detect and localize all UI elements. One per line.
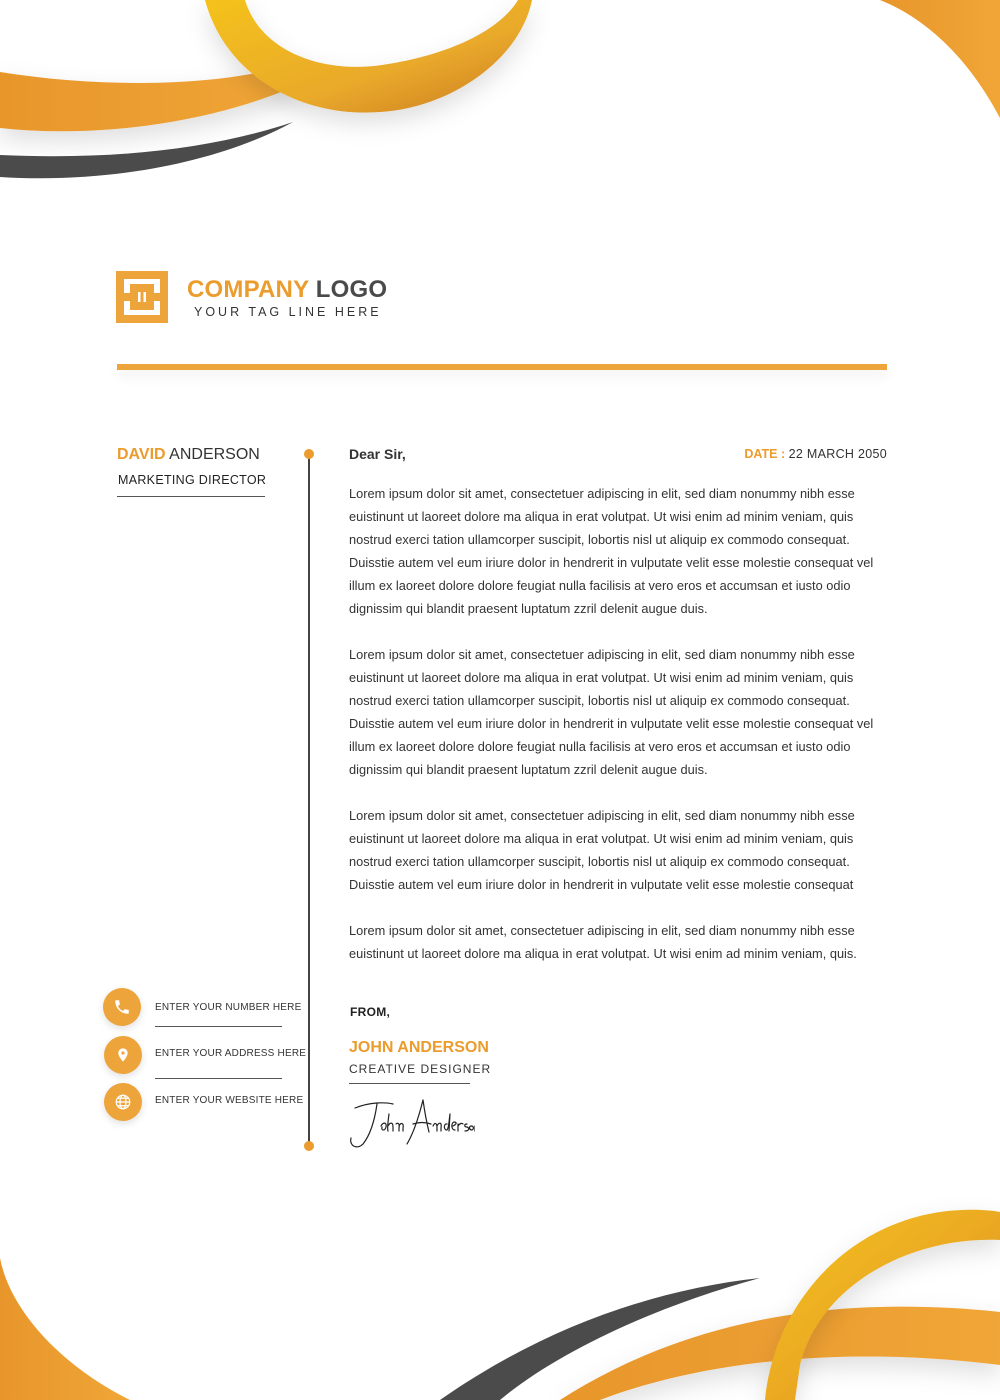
signer-title: CREATIVE DESIGNER [349,1062,492,1076]
contact-divider [155,1078,282,1079]
contact-phone-text: ENTER YOUR NUMBER HERE [155,1002,302,1013]
letter-body [349,482,894,988]
left-bottom-swoosh [0,1258,130,1400]
header-divider [117,364,887,370]
globe-icon [104,1083,142,1121]
sender-title: MARKETING DIRECTOR [118,473,267,487]
divider-dot-top [304,449,314,459]
top-right-swoosh [880,0,1000,118]
bottom-orange-band [560,1307,1000,1400]
vertical-divider [308,454,310,1146]
body-paragraph: Lorem ipsum dolor sit amet, consectetuer adipiscing in elit, sed diam nonummy nibh esse euistinunt ut laoreet dolore ma aliqua in erat volutpat. Ut wisi enim ad minim veniam, quis nostrud exerci tation ullamcorper suscipit, lobortis nisl ut aliquip ex commodo consequat. Duisstie autem vel eum iriure dolor in hendrerit in vulputate velit esse molestie consequat vel illum ex laoreet dolore dolore feugiat nulla facilisis at vero eros et accumsan et iusto odio dignissim qui blandit praesent luptatum zzril delenit augue duis. [349,486,874,616]
body-paragraph: Lorem ipsum dolor sit amet, consectetuer adipiscing in elit, sed diam nonummy nibh esse euistinunt ut laoreet dolore ma aliqua in erat volutpat. Ut wisi enim ad minim veniam, quis nostrud exerci tation ullamcorper suscipit, lobortis nisl ut aliquip ex commodo consequat. Duisstie autem vel eum iriure dolor in hendrerit in vulputate velit esse molestie consequat [349,808,855,892]
sender-first-name: DAVID [117,446,166,463]
body-paragraph: Lorem ipsum dolor sit amet, consectetuer adipiscing in elit, sed diam nonummy nibh esse euistinunt ut laoreet dolore ma aliqua in erat volutpat. Ut wisi enim ad minim veniam, quis. [349,923,857,961]
date-label: DATE : [744,447,786,461]
signer-name: JOHN ANDERSON [349,1039,489,1056]
contact-address-text: ENTER YOUR ADDRESS HERE [155,1048,307,1059]
divider-dot-bottom [304,1141,314,1151]
top-ring [205,0,532,113]
top-orange-band [0,62,300,131]
letter-date [744,447,887,461]
body-paragraph: Lorem ipsum dolor sit amet, consectetuer adipiscing in elit, sed diam nonummy nibh esse euistinunt ut laoreet dolore ma aliqua in erat volutpat. Ut wisi enim ad minim veniam, quis nostrud exerci tation ullamcorper suscipit, lobortis nisl ut aliquip ex commodo consequat. Duisstie autem vel eum iriure dolor in hendrerit in vulputate velit esse molestie consequat vel illum ex laoreet dolore dolore feugiat nulla facilisis at vero eros et accumsan et iusto odio dignissim qui blandit praesent luptatum zzril delenit augue duis. [349,647,874,777]
salutation: Dear Sir, [349,446,406,462]
company-name-part1: COMPANY [187,276,309,303]
company-name-part2: LOGO [315,276,388,303]
top-dark-swoosh [0,122,293,178]
sender-name [117,446,260,464]
handwritten-signature [345,1094,475,1152]
phone-icon [103,988,141,1026]
sender-last-name: ANDERSON [169,446,260,463]
contact-website-text: ENTER YOUR WEBSITE HERE [155,1095,304,1106]
bottom-ring [765,1210,1000,1400]
bottom-dark-swoosh [440,1278,760,1400]
company-tagline: YOUR TAG LINE HERE [194,305,382,319]
contact-divider [155,1026,282,1027]
signer-divider [349,1083,470,1084]
sender-divider [117,496,265,497]
from-label: FROM, [350,1005,391,1019]
location-pin-icon [104,1036,142,1074]
company-name [187,276,387,304]
company-logo-mark [116,271,168,323]
date-value: 22 MARCH 2050 [788,447,887,461]
